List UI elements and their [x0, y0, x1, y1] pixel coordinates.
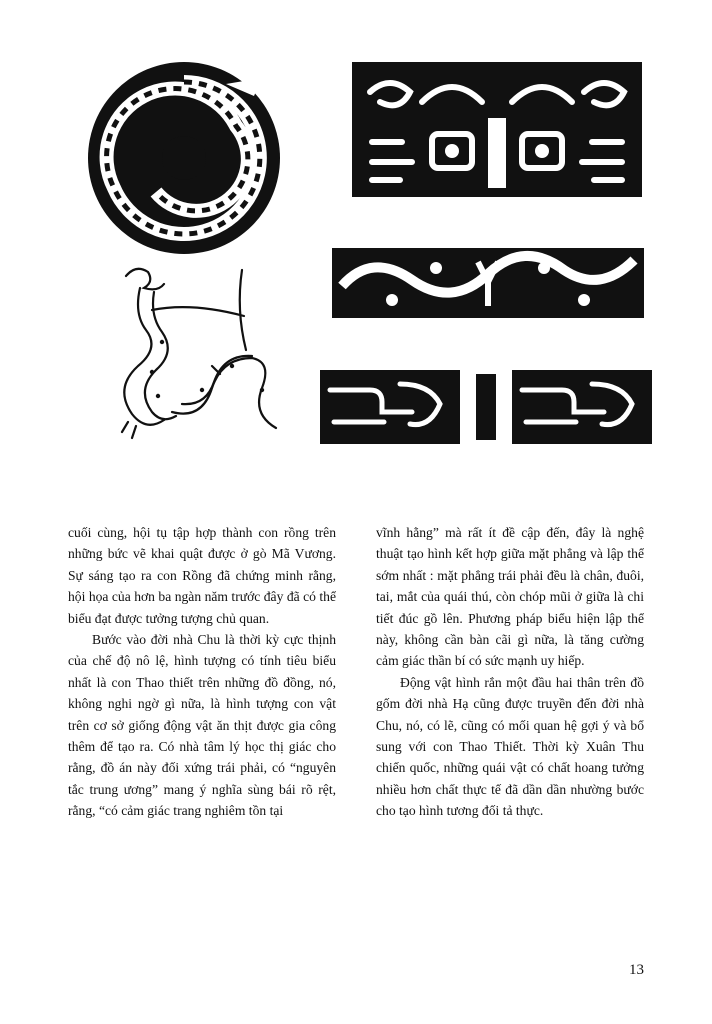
paired-creature-band-ornament	[320, 370, 652, 444]
paragraph: Bước vào đời nhà Chu là thời kỳ cực thịnh của chế độ nô lệ, hình tượng có tính tiêu biểu nhất là con Thao thiết trên những đồ đồng, nó, không nghi ngờ gì nữa, là hình tượng con vật trên cơ sở giống động vật ăn thịt được gia công thêm để tạo ra. Có nhà tâm lý học thị giác cho rằng, đồ án này đối xứng trái phải, có “nguyên tắc trung ương” mang ý nghĩa sùng bái rõ rệt, rằng, “có cảm giác trang nghiêm tồn tại	[68, 632, 336, 819]
text-column-left	[68, 522, 336, 822]
text-column-right	[376, 522, 644, 822]
coiled-dragon-disc-illustration	[86, 60, 282, 256]
paragraph: cuối cùng, hội tụ tập hợp thành con rồng trên những bức vẽ khai quật được ở gò Mã Vương. Sự sáng tạo ra con Rồng đã chứng minh rằng, hội họa của hơn ba ngàn năm trước đây đã có thể biểu đạt được tưởng tượng chủ quan.	[68, 525, 336, 626]
taotie-mask-ornament	[352, 62, 642, 197]
dragon-line-drawing	[92, 262, 292, 446]
wave-band-ornament	[332, 248, 644, 318]
paragraph: vĩnh hằng” mà rất ít đề cập đến, đây là nghệ thuật tạo hình kết hợp giữa mặt phẳng và lập thể sớm nhất : mặt phẳng trái phải đều là chân, đuôi, tai, mắt của quái thú, còn chóp mũi ở giữa là chi tiết đúc gồ lên. Phương pháp biểu hiện lập thể này, không cần bàn cãi gì nữa, là tăng cường cảm giác thần bí có sức mạnh uy hiếp.	[376, 525, 644, 669]
page-number: 13	[629, 962, 644, 978]
paragraph: Động vật hình rắn một đầu hai thân trên đồ gốm đời nhà Hạ cũng được truyền đến đời nhà Chu, nó, có lẽ, cũng có mối quan hệ gợi ý và bổ sung với con Thao Thiết. Thời kỳ Xuân Thu chiến quốc, những quái vật có chất hoang tưởng nhiều hơn chất thực tế đã dần dần nhường bước cho tạo hình tương đối tả thực.	[376, 674, 644, 819]
